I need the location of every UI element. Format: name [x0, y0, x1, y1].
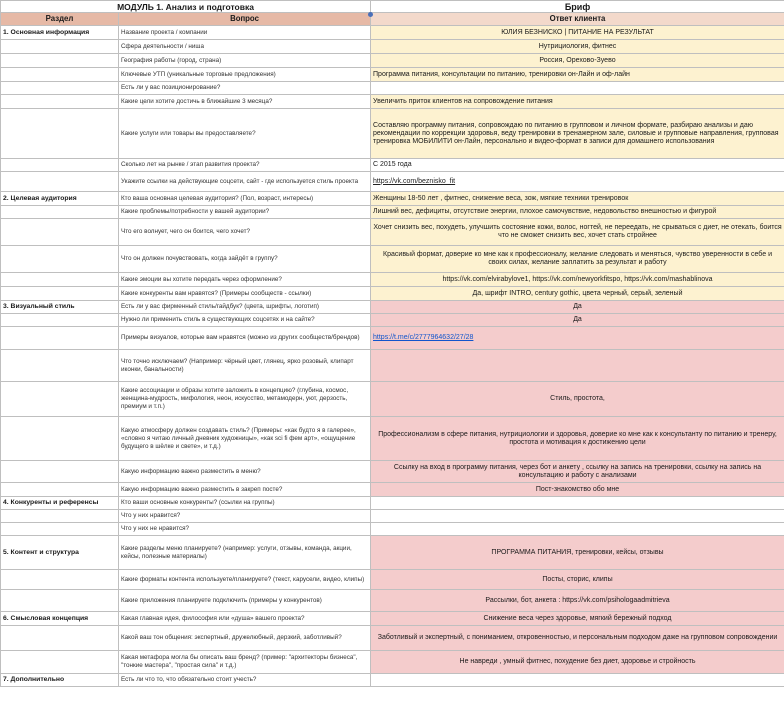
answer-cell[interactable]: Рассылки, бот, анкета : https://vk.com/psihologaadmitrieva [371, 590, 784, 612]
section-header[interactable]: Раздел [1, 13, 119, 26]
question-cell[interactable]: Что его волнует, чего он боится, чего хочет? [119, 219, 371, 246]
table-row [1, 523, 784, 536]
answer-header[interactable]: Ответ клиента [371, 13, 784, 26]
section-cell[interactable] [1, 626, 119, 651]
answer-cell[interactable]: Увеличить приток клиентов на сопровождение питания [371, 95, 784, 109]
answer-cell[interactable]: С 2015 года [371, 159, 784, 172]
question-cell[interactable]: Какие приложения планируете подключить (примеры у конкурентов) [119, 590, 371, 612]
section-cell[interactable] [1, 570, 119, 590]
question-cell[interactable]: Какую атмосферу должен создавать стиль? (Примеры: «как будто я в галерее», «словно я читаю личный дневник художницы», «как sci fi фем арт», «ощущение будущего в шёлке и свете», и т.д.) [119, 417, 371, 461]
answer-cell[interactable]: Россия, Орехово-Зуево [371, 54, 784, 68]
section-cell[interactable] [1, 172, 119, 192]
answer-cell[interactable]: Нутрициология, фитнес [371, 40, 784, 54]
question-cell[interactable]: Кто ваши основные конкуренты? (ссылки на группы) [119, 497, 371, 510]
answer-cell[interactable] [371, 497, 784, 510]
table-row [1, 651, 784, 674]
question-cell[interactable]: Какие проблемы/потребности у вашей аудитории? [119, 206, 371, 219]
module-title[interactable]: МОДУЛЬ 1. Анализ и подготовка [1, 1, 371, 13]
table-row [1, 287, 784, 301]
table-row [1, 626, 784, 651]
answer-link[interactable]: https://t.me/c/2777964632/27/28 [373, 334, 474, 341]
question-cell[interactable]: Какие эмоции вы хотите передать через оформление? [119, 273, 371, 287]
section-cell[interactable] [1, 287, 119, 301]
table-row [1, 327, 784, 350]
question-cell[interactable]: Укажите ссылки на действующие соцсети, сайт - где используется стиль проекта [119, 172, 371, 192]
table-row [1, 382, 784, 417]
question-cell[interactable]: Какая метафора могла бы описать ваш бренд? (пример: "архитекторы бизнеса", "тонкие мастера", "простая сила" и т.д.) [119, 651, 371, 674]
question-cell[interactable]: Сколько лет на рынке / этап развития проекта? [119, 159, 371, 172]
question-cell[interactable]: Кто ваша основная целевая аудитория? (Пол, возраст, интересы) [119, 192, 371, 206]
table-row [1, 510, 784, 523]
section-cell[interactable]: 3. Визуальный стиль [1, 301, 119, 314]
table-row [1, 159, 784, 172]
table-row [1, 350, 784, 382]
section-cell[interactable] [1, 82, 119, 95]
answer-cell[interactable]: Составляю программу питания, сопровождаю по питанию в групповом и личном формате, разбираю анализы и даю рекомендации по коррекции здоровья, веду тренировки в тренажерном зале, силовые и групповые направления, групповая тренировка МОБИЛИТИ он-Лайн, персонально и видео-формат в записи для домашнего использования [371, 109, 784, 159]
answer-cell[interactable]: Программа питания, консультации по питанию, тренировки он-Лайн и оф-лайн [371, 68, 784, 82]
question-cell[interactable]: Примеры визуалов, которые вам нравятся (можно из других сообществ/брендов) [119, 327, 371, 350]
question-cell[interactable]: Что точно исключаем? (Например: чёрный цвет, глянец, ярко розовый, клипарт иконки, банальности) [119, 350, 371, 382]
question-cell[interactable]: Какие форматы контента используете/планируете? (текст, карусели, видео, клипы) [119, 570, 371, 590]
section-cell[interactable] [1, 651, 119, 674]
question-cell[interactable]: Ключевые УТП (уникальные торговые предложения) [119, 68, 371, 82]
module-title-row [1, 1, 784, 13]
section-cell[interactable] [1, 523, 119, 536]
section-cell[interactable]: 4. Конкуренты и референсы [1, 497, 119, 510]
question-cell[interactable]: Есть ли у вас позиционирование? [119, 82, 371, 95]
question-cell[interactable]: Название проекта / компании [119, 26, 371, 40]
answer-cell[interactable]: Хочет снизить вес, похудеть, улучшить состояние кожи, волос, ногтей, не переедать, не срываться с диет, не отекать, боится что не сможет снизить вес, хочет стать стройнее [371, 219, 784, 246]
question-cell[interactable]: Есть ли у вас фирменный стиль/гайдбук? (цвета, шрифты, логотип) [119, 301, 371, 314]
answer-cell[interactable]: Заботливый и экспертный, с пониманием, откровенностью, и персональным подходом даже на групповом сопровождении [371, 626, 784, 651]
section-cell[interactable]: 6. Смысловая концепция [1, 612, 119, 626]
table-row [1, 536, 784, 570]
answer-link[interactable]: https://vk.com/beznisko_fit [373, 177, 456, 185]
brief-title[interactable]: Бриф [371, 1, 784, 13]
answer-cell[interactable] [371, 82, 784, 95]
question-cell[interactable]: Нужно ли применить стиль в существующих соцсетях и на сайте? [119, 314, 371, 327]
table-row [1, 82, 784, 95]
section-cell[interactable] [1, 314, 119, 327]
question-cell[interactable]: Какие ассоциации и образы хотите заложить в концепцию? (глубина, космос, женщина-мудрость, мифология, неон, искусство, метамодерн, уют, дерзость, премиум и т.п.) [119, 382, 371, 417]
answer-cell[interactable]: ЮЛИЯ БЕЗНИСКО | ПИТАНИЕ НА РЕЗУЛЬТАТ [371, 26, 784, 40]
table-row [1, 497, 784, 510]
section-cell[interactable] [1, 246, 119, 273]
table-row [1, 68, 784, 82]
section-cell[interactable] [1, 206, 119, 219]
table-row [1, 109, 784, 159]
section-cell[interactable] [1, 350, 119, 382]
question-cell[interactable]: Какая главная идея, философия или «душа» вашего проекта? [119, 612, 371, 626]
table-row [1, 54, 784, 68]
section-cell[interactable] [1, 54, 119, 68]
question-cell[interactable]: Какой ваш тон общения: экспертный, дружелюбный, дерзкий, заботливый? [119, 626, 371, 651]
table-row [1, 483, 784, 497]
answer-cell[interactable]: Красивый формат, доверие ко мне как к профессионалу, желание следовать и меняться, чувство уверенности в себе и своих силах, желание заплатить за результат и работу [371, 246, 784, 273]
answer-cell[interactable]: Профессионализм в сфере питания, нутрициологии и здоровья, доверие ко мне как к консультанту по питанию и тренеру, простота и мотивация к достижению цели [371, 417, 784, 461]
table-row [1, 461, 784, 483]
column-header-row [1, 13, 784, 26]
table-row [1, 219, 784, 246]
section-cell[interactable] [1, 219, 119, 246]
answer-cell[interactable] [371, 327, 784, 350]
question-cell[interactable]: Какие услуги или товары вы предоставляете? [119, 109, 371, 159]
section-cell[interactable] [1, 109, 119, 159]
table-row [1, 192, 784, 206]
question-cell[interactable]: Что он должен почувствовать, когда зайдёт в группу? [119, 246, 371, 273]
section-cell[interactable] [1, 40, 119, 54]
answer-cell[interactable]: Посты, сторис, клипы [371, 570, 784, 590]
answer-cell[interactable]: Да [371, 314, 784, 327]
section-cell[interactable]: 7. Дополнительно [1, 674, 119, 687]
section-cell[interactable]: 1. Основная информация [1, 26, 119, 40]
section-cell[interactable] [1, 95, 119, 109]
table-row [1, 570, 784, 590]
table-row [1, 172, 784, 192]
question-cell[interactable]: Есть ли что то, что обязательно стоит учесть? [119, 674, 371, 687]
answer-cell[interactable]: Да [371, 301, 784, 314]
table-row [1, 301, 784, 314]
table-row [1, 246, 784, 273]
table-row [1, 40, 784, 54]
question-cell[interactable]: Какую информацию важно разместить в закреп посте? [119, 483, 371, 497]
question-cell[interactable]: Что у них нравится? [119, 510, 371, 523]
section-cell[interactable] [1, 510, 119, 523]
table-row [1, 273, 784, 287]
question-cell[interactable]: Сфера деятельности / ниша [119, 40, 371, 54]
answer-cell[interactable]: Снижение веса через здоровье, мягкий бережный подход [371, 612, 784, 626]
answer-cell[interactable] [371, 172, 784, 192]
table-row [1, 26, 784, 40]
section-cell[interactable] [1, 327, 119, 350]
table-row [1, 95, 784, 109]
section-cell[interactable] [1, 417, 119, 461]
table-row [1, 612, 784, 626]
table-row [1, 206, 784, 219]
question-cell[interactable]: Какую информацию важно разместить в меню? [119, 461, 371, 483]
question-cell[interactable]: География работы (город, страна) [119, 54, 371, 68]
section-cell[interactable] [1, 68, 119, 82]
answer-cell[interactable]: Лишний вес, дефициты, отсутствие энергии, плохое самочувствие, недовольство внешностью и фигурой [371, 206, 784, 219]
table-row [1, 417, 784, 461]
answer-cell[interactable]: https://vk.com/elvirabylove1, https://vk.com/newyorkfitspo, https://vk.com/mashablinova [371, 273, 784, 287]
section-cell[interactable] [1, 461, 119, 483]
section-cell[interactable] [1, 159, 119, 172]
section-cell[interactable]: 5. Контент и структура [1, 536, 119, 570]
answer-cell[interactable]: Да, шрифт INTRO, century gothic, цвета черный, серый, зеленый [371, 287, 784, 301]
table-row [1, 314, 784, 327]
answer-cell[interactable] [371, 350, 784, 382]
question-cell[interactable]: Что у них не нравится? [119, 523, 371, 536]
section-cell[interactable] [1, 382, 119, 417]
question-header[interactable]: Вопрос [119, 13, 371, 26]
column-resize-handle[interactable] [368, 12, 373, 17]
section-cell[interactable] [1, 273, 119, 287]
section-cell[interactable] [1, 483, 119, 497]
question-cell[interactable]: Какие разделы меню планируете? (например: услуги, отзывы, команда, акции, кейсы, полезные материалы) [119, 536, 371, 570]
section-cell[interactable]: 2. Целевая аудитория [1, 192, 119, 206]
table-row [1, 590, 784, 612]
answer-cell[interactable]: Стиль, простота, [371, 382, 784, 417]
table-row [1, 674, 784, 687]
answer-cell[interactable] [371, 674, 784, 687]
section-cell[interactable] [1, 590, 119, 612]
question-cell[interactable]: Какие конкуренты вам нравятся? (Примеры сообществ - ссылки) [119, 287, 371, 301]
answer-cell[interactable]: Не навреди , умный фитнес, похудение без диет, здоровье и стройность [371, 651, 784, 674]
answer-cell[interactable]: Пост-знакомство обо мне [371, 483, 784, 497]
answer-cell[interactable] [371, 523, 784, 536]
answer-cell[interactable]: Ссылку на вход в программу питания, через бот и анкету , ссылку на запись на тренировки, ссылку на запись на консультацию и работу с анализами [371, 461, 784, 483]
answer-cell[interactable]: ПРОГРАММА ПИТАНИЯ, тренировки, кейсы, отзывы [371, 536, 784, 570]
answer-cell[interactable] [371, 510, 784, 523]
answer-cell[interactable]: Женщины 18-50 лет , фитнес, снижение веса, зож, мягкие техники тренировок [371, 192, 784, 206]
question-cell[interactable]: Какие цели хотите достичь в ближайшие 3 месяца? [119, 95, 371, 109]
